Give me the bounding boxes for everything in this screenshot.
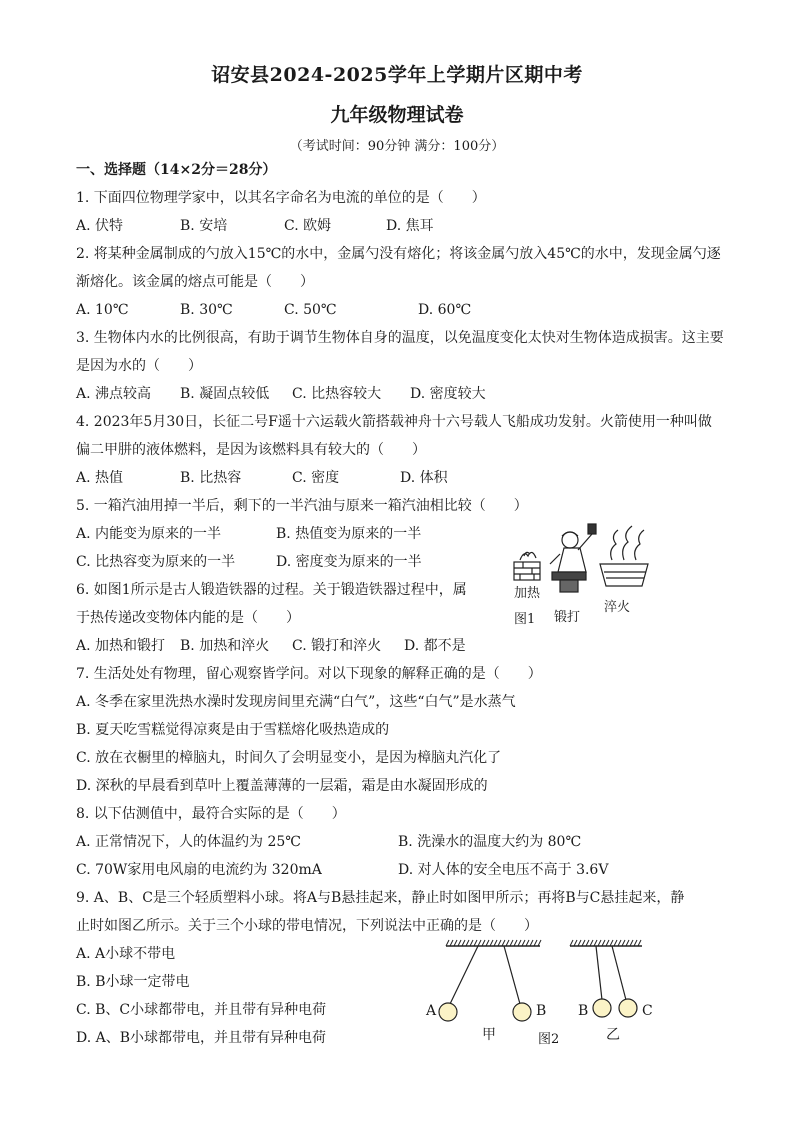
question-2-text-line2: 渐熔化。该金属的熔点可能是（ ） <box>76 274 314 290</box>
hatch-mark <box>610 940 613 946</box>
hatch-mark <box>462 940 465 946</box>
hatch-mark <box>466 940 469 946</box>
exam-info: （考试时间：90分钟 满分：100分） <box>289 139 505 154</box>
exam-subtitle: 九年级物理试卷 <box>330 104 464 126</box>
question-7-option-b: B. 夏天吃雪糕觉得凉爽是由于雪糕熔化吸热造成的 <box>76 722 390 738</box>
question-4-text-line1: 4. 2023年5月30日，长征二号F遥十六运载火箭搭载神舟十六号载人飞船成功发射。火箭使用一种叫做 <box>76 414 712 430</box>
question-7-text: 7. 生活处处有物理，留心观察皆学问。对以下现象的解释正确的是（ ） <box>76 666 542 682</box>
hatch-mark <box>502 940 505 946</box>
option-b: B. 比热容 <box>180 470 242 486</box>
hatch-mark <box>490 940 493 946</box>
quench-basin-icon <box>600 526 648 586</box>
option-a: A. 内能变为原来的一半 <box>76 526 222 542</box>
hatch-mark <box>626 940 629 946</box>
question-9-option-a: A. A小球不带电 <box>76 946 176 962</box>
label-heat: 加热 <box>514 586 541 601</box>
hatch-mark <box>518 940 521 946</box>
option-a: A. 热值 <box>76 470 124 486</box>
hatch-mark <box>570 940 573 946</box>
hatch-mark <box>614 940 617 946</box>
hatch-mark <box>498 940 501 946</box>
ball-b <box>513 1003 531 1021</box>
question-7-option-a: A. 冬季在家里洗热水澡时发现房间里充满“白气”，这些“白气”是水蒸气 <box>76 694 516 710</box>
option-d: D. 焦耳 <box>386 218 434 234</box>
ceiling-left-icon <box>446 940 541 946</box>
option-c: C. 密度 <box>292 470 340 486</box>
question-8-text: 8. 以下估测值中，最符合实际的是（ ） <box>76 806 346 822</box>
question-5-text: 5. 一箱汽油用掉一半后，剩下的一半汽油与原来一箱汽油相比较（ ） <box>76 498 528 514</box>
hatch-mark <box>618 940 621 946</box>
hatch-mark <box>586 940 589 946</box>
label-panel-right: 乙 <box>606 1027 620 1043</box>
question-4-text-line2: 偏二甲肼的液体燃料，是因为该燃料具有较大的（ ） <box>76 442 426 458</box>
question-9-option-c: C. B、C小球都带电，并且带有异种电荷 <box>76 1002 327 1018</box>
hatch-mark <box>606 940 609 946</box>
option-a: A. 10℃ <box>76 302 129 318</box>
hatch-mark <box>598 940 601 946</box>
figure-2-caption: 图2 <box>538 1032 560 1047</box>
option-a: A. 正常情况下，人的体温约为 25℃ <box>76 834 301 850</box>
figure-1 <box>508 516 668 626</box>
ceiling-right-icon <box>570 940 642 946</box>
option-d: D. 60℃ <box>418 302 472 318</box>
hatch-mark <box>478 940 481 946</box>
hatch-mark <box>582 940 585 946</box>
figure-2 <box>420 936 670 1046</box>
option-b: B. 安培 <box>180 218 228 234</box>
ball-c <box>619 999 637 1017</box>
question-6-text-line2: 于热传递改变物体内能的是（ ） <box>76 610 300 626</box>
string-b <box>504 946 520 1004</box>
ball-a <box>439 1003 457 1021</box>
hatch-mark <box>630 940 633 946</box>
option-c: C. 锻打和淬火 <box>292 638 382 654</box>
section-heading: 一、选择题（14×2分＝28分） <box>76 162 277 178</box>
option-d: D. 密度较大 <box>410 386 486 402</box>
blacksmith-icon <box>550 524 596 572</box>
string-c <box>612 946 626 1000</box>
option-d: D. 密度变为原来的一半 <box>276 554 422 570</box>
question-1-text: 1. 下面四位物理学家中，以其名字命名为电流的单位的是（ ） <box>76 190 486 206</box>
label-ball-a: A <box>426 1003 437 1019</box>
question-9-text-line1: 9. A、B、C是三个轻质塑料小球。将A与B悬挂起来，静止时如图甲所示；再将B与C悬挂起来，静 <box>76 890 685 906</box>
option-b: B. 洗澡水的温度大约为 80℃ <box>398 834 582 850</box>
option-c: C. 50℃ <box>284 302 337 318</box>
hatch-mark <box>638 940 641 946</box>
option-b: B. 凝固点较低 <box>180 386 270 402</box>
hatch-mark <box>454 940 457 946</box>
option-d: D. 对人体的安全电压不高于 3.6V <box>398 862 609 878</box>
hatch-mark <box>474 940 477 946</box>
label-quench: 淬火 <box>604 600 631 615</box>
hatch-mark <box>450 940 453 946</box>
hatch-mark <box>526 940 529 946</box>
hatch-mark <box>622 940 625 946</box>
option-a: A. 沸点较高 <box>76 386 152 402</box>
exam-title: 诏安县2024-2025学年上学期片区期中考 <box>211 64 583 86</box>
hatch-mark <box>446 940 449 946</box>
question-9-option-b: B. B小球一定带电 <box>76 974 190 990</box>
hatch-mark <box>514 940 517 946</box>
figure-1-caption: 图1 <box>514 612 536 627</box>
option-c: C. 比热容变为原来的一半 <box>76 554 236 570</box>
question-7-option-d: D. 深秋的早晨看到草叶上覆盖薄薄的一层霜，霜是由水凝固形成的 <box>76 778 488 794</box>
hatch-mark <box>470 940 473 946</box>
option-b: B. 30℃ <box>180 302 233 318</box>
hatch-mark <box>590 940 593 946</box>
hatch-mark <box>530 940 533 946</box>
hatch-mark <box>634 940 637 946</box>
label-ball-b2: B <box>578 1003 589 1019</box>
option-a: A. 加热和锻打 <box>76 638 166 654</box>
option-d: D. 体积 <box>400 470 448 486</box>
label-ball-b: B <box>536 1003 547 1019</box>
hatch-mark <box>506 940 509 946</box>
question-3-text-line1: 3. 生物体内水的比例很高，有助于调节生物体自身的温度，以免温度变化太快对生物体造成损害。这主要 <box>76 330 724 346</box>
anvil-icon <box>552 572 586 592</box>
option-c: C. 70W家用电风扇的电流约为 320mA <box>76 862 322 878</box>
label-ball-c: C <box>642 1003 653 1019</box>
hatch-mark <box>574 940 577 946</box>
label-panel-left: 甲 <box>482 1027 496 1043</box>
label-forge: 锻打 <box>554 610 581 625</box>
hatch-mark <box>494 940 497 946</box>
hatch-mark <box>602 940 605 946</box>
hatch-mark <box>486 940 489 946</box>
hatch-mark <box>482 940 485 946</box>
option-c: C. 欧姆 <box>284 218 332 234</box>
string-b2 <box>596 946 602 1000</box>
hatch-mark <box>534 940 537 946</box>
option-c: C. 比热容较大 <box>292 386 382 402</box>
question-3-text-line2: 是因为水的（ ） <box>76 358 202 374</box>
question-9-text-line2: 止时如图乙所示。关于三个小球的带电情况，下列说法中正确的是（ ） <box>76 918 538 934</box>
question-6-text-line1: 6. 如图1所示是古人锻造铁器的过程。关于锻造铁器过程中，属 <box>76 582 467 598</box>
ball-b2 <box>593 999 611 1017</box>
string-a <box>450 946 478 1004</box>
option-a: A. 伏特 <box>76 218 124 234</box>
option-d: D. 都不是 <box>404 638 466 654</box>
furnace-icon <box>514 552 540 580</box>
hatch-mark <box>594 940 597 946</box>
question-9-option-d: D. A、B小球都带电，并且带有异种电荷 <box>76 1030 327 1046</box>
hatch-mark <box>538 940 541 946</box>
question-2-text-line1: 2. 将某种金属制成的勺放入15℃的水中，金属勺没有熔化；将该金属勺放入45℃的水中，发现金属勺逐 <box>76 246 721 262</box>
question-7-option-c: C. 放在衣橱里的樟脑丸，时间久了会明显变小，是因为樟脑丸汽化了 <box>76 750 502 766</box>
hatch-mark <box>578 940 581 946</box>
option-b: B. 加热和淬火 <box>180 638 270 654</box>
hatch-mark <box>510 940 513 946</box>
option-b: B. 热值变为原来的一半 <box>276 526 422 542</box>
hatch-mark <box>522 940 525 946</box>
hatch-mark <box>458 940 461 946</box>
